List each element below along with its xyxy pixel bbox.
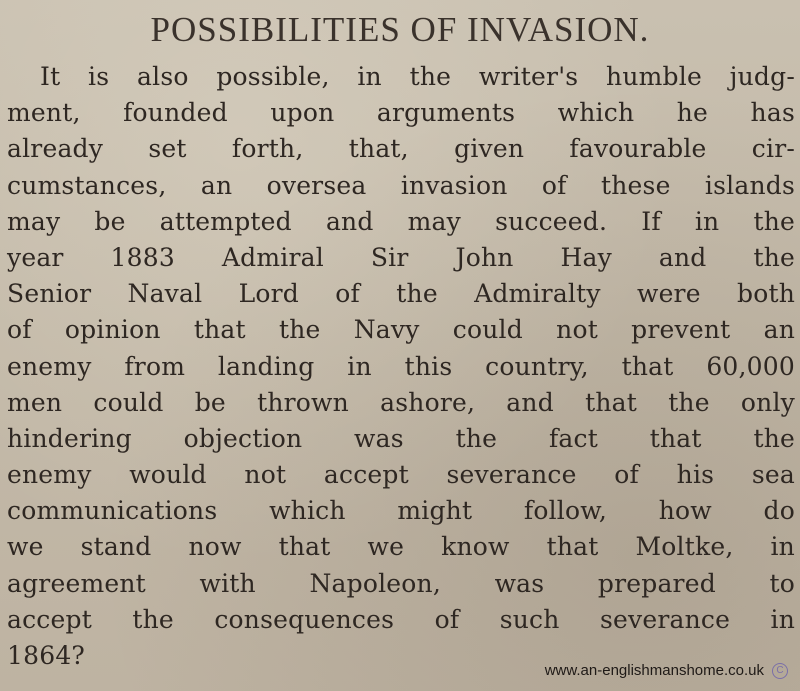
text-line: 1864? (7, 641, 86, 670)
text-line: we stand now that we know that Moltke, in (7, 532, 795, 562)
text-line: of opinion that the Navy could not prevent an (7, 315, 795, 345)
text-line: accept the consequences of such severance in (7, 604, 795, 634)
text-line: ment, founded upon arguments which he has (7, 98, 795, 128)
text-line: year 1883 Admiral Sir John Hay and the (7, 242, 795, 272)
text-line: already set forth, that, given favourable cir- (7, 134, 795, 164)
text-line: enemy from landing in this country, that 60,000 (7, 351, 795, 381)
text-line: enemy would not accept severance of his sea (7, 460, 795, 490)
text-line: communications which might follow, how do (7, 496, 795, 526)
watermark-url: www.an-englishmanshome.co.uk (544, 662, 764, 679)
text-line: may be attempted and may succeed. If in the (7, 206, 795, 236)
text-line: men could be thrown ashore, and that the only (7, 387, 795, 417)
headline: POSSIBILITIES OF INVASION. (150, 10, 650, 49)
text-line: cumstances, an oversea invasion of these islands (7, 170, 795, 200)
text-line: agreement with Napoleon, was prepared to (7, 568, 795, 598)
copyright-icon: C (772, 663, 788, 679)
article-body (7, 59, 795, 674)
text-line: It is also possible, in the writer's humble judg- (40, 62, 795, 91)
text-line: Senior Naval Lord of the Admiralty were both (7, 279, 795, 309)
text-line: hindering objection was the fact that the (7, 423, 795, 453)
